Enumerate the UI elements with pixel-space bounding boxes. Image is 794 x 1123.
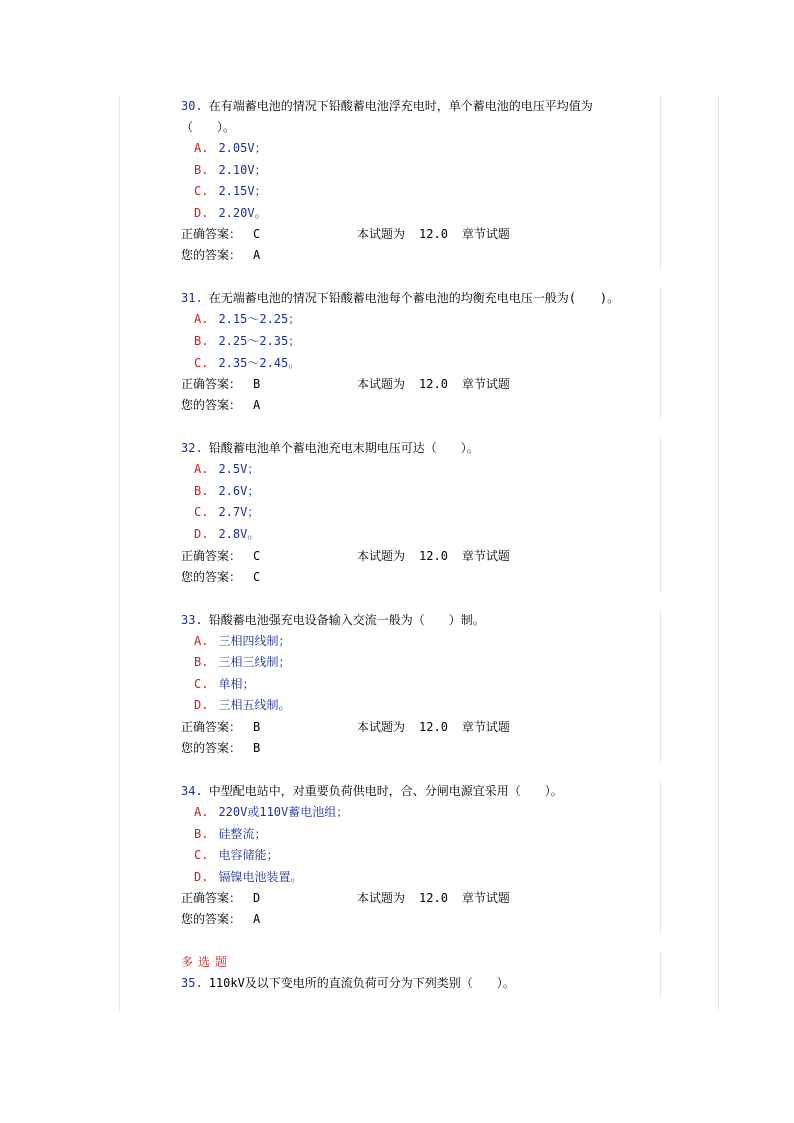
question-text-continued: （ ）。	[181, 120, 236, 134]
score-label: 本试题为	[357, 227, 406, 242]
option-text: 硅整流；	[218, 826, 267, 841]
score-label: 本试题为	[357, 548, 406, 563]
correct-answer-row	[181, 546, 661, 567]
question-stem	[181, 973, 661, 994]
option-letter: C.	[194, 355, 209, 370]
answer-option	[181, 181, 661, 203]
option-letter: B.	[194, 483, 209, 498]
correct-answer-label: 正确答案：	[181, 227, 242, 242]
question-number: 31.	[181, 291, 203, 306]
question-block	[181, 610, 661, 759]
option-text: 三相四线制；	[218, 633, 291, 648]
your-answer-row	[181, 738, 661, 759]
your-answer-value: A	[253, 912, 261, 927]
question-type: 章节试题	[461, 891, 510, 906]
score-value: 12.0	[419, 377, 448, 392]
option-letter: A.	[194, 141, 209, 155]
correct-answer-value: B	[253, 719, 261, 734]
your-answer-value: B	[253, 740, 261, 755]
your-answer-label: 您的答案：	[181, 248, 242, 263]
question-type: 章节试题	[461, 548, 510, 563]
option-text: 2.25～2.35；	[218, 333, 301, 348]
option-text: 2.20V。	[218, 205, 267, 220]
answer-option	[181, 138, 661, 160]
option-text: 2.6V；	[218, 483, 260, 498]
correct-answer-row	[181, 717, 661, 738]
your-answer-label: 您的答案：	[181, 912, 242, 927]
option-text: 2.7V；	[218, 505, 260, 520]
answer-option	[181, 459, 661, 481]
question-text: 铅酸蓄电池单个蓄电池充电末期电压可达（ ）。	[208, 441, 479, 456]
answer-option	[181, 203, 661, 225]
option-letter: C.	[194, 676, 209, 691]
option-letter: B.	[194, 162, 209, 177]
multi-choice-section	[181, 952, 661, 994]
answer-option	[181, 674, 661, 696]
correct-answer-value: C	[253, 548, 261, 563]
question-number: 30.	[181, 99, 203, 113]
answer-option	[181, 845, 661, 867]
question-block	[181, 288, 661, 416]
answer-option	[181, 309, 661, 331]
option-letter: A.	[194, 312, 209, 327]
question-block	[181, 438, 661, 587]
option-text: 2.10V；	[218, 162, 267, 177]
score-value: 12.0	[419, 227, 448, 242]
your-answer-value: A	[253, 398, 261, 413]
score-value: 12.0	[419, 548, 448, 563]
page-frame-left	[119, 96, 120, 1011]
question-text: 110kV及以下变电所的直流负荷可分为下列类别（ ）。	[208, 976, 515, 991]
option-text: 2.05V；	[218, 141, 267, 155]
answer-option	[181, 331, 661, 353]
answer-option	[181, 160, 661, 182]
option-letter: D.	[194, 205, 209, 220]
your-answer-label: 您的答案：	[181, 740, 242, 755]
question-type: 章节试题	[461, 719, 510, 734]
score-label: 本试题为	[357, 377, 406, 392]
question-text: 中型配电站中，对重要负荷供电时，合、分闸电源宜采用（ ）。	[208, 783, 563, 798]
your-answer-label: 您的答案：	[181, 398, 242, 413]
your-answer-row	[181, 909, 661, 930]
answer-option	[181, 631, 661, 653]
correct-answer-label: 正确答案：	[181, 891, 242, 906]
your-answer-row	[181, 567, 661, 588]
answer-option	[181, 824, 661, 846]
answer-option	[181, 502, 661, 524]
option-text: 单相；	[218, 676, 255, 691]
question-stem	[181, 96, 661, 117]
question-stem	[181, 610, 661, 631]
option-letter: D.	[194, 869, 209, 884]
question-number: 32.	[181, 441, 203, 456]
answer-option	[181, 867, 661, 889]
question-text: 在有端蓄电池的情况下铅酸蓄电池浮充电时，单个蓄电池的电压平均值为	[208, 99, 593, 113]
your-answer-row	[181, 245, 661, 266]
answer-option	[181, 481, 661, 503]
option-letter: B.	[194, 655, 209, 670]
question-number: 34.	[181, 783, 203, 798]
question-type: 章节试题	[461, 377, 510, 392]
question-number: 33.	[181, 612, 203, 627]
option-text: 2.15～2.25；	[218, 312, 301, 327]
question-block	[181, 96, 661, 266]
question-stem	[181, 438, 661, 459]
question-list	[181, 96, 661, 1016]
question-stem	[181, 781, 661, 802]
section-title: 多选题	[181, 955, 233, 970]
answer-option	[181, 802, 661, 824]
correct-answer-row	[181, 374, 661, 395]
correct-answer-row	[181, 224, 661, 245]
option-text: 2.35～2.45。	[218, 355, 301, 370]
question-number: 35.	[181, 976, 203, 991]
option-text: 2.15V；	[218, 184, 267, 199]
your-answer-value: A	[253, 248, 261, 263]
question-stem	[181, 288, 661, 309]
option-letter: C.	[194, 505, 209, 520]
correct-answer-value: C	[253, 227, 261, 242]
option-letter: B.	[194, 333, 209, 348]
score-value: 12.0	[419, 719, 448, 734]
correct-answer-row	[181, 888, 661, 909]
option-text: 三相五线制。	[218, 698, 291, 713]
option-letter: A.	[194, 804, 209, 819]
option-letter: B.	[194, 826, 209, 841]
page-frame-right	[718, 96, 719, 1011]
score-label: 本试题为	[357, 891, 406, 906]
correct-answer-label: 正确答案：	[181, 377, 242, 392]
option-letter: D.	[194, 526, 209, 541]
question-text: 铅酸蓄电池强充电设备输入交流一般为（ ）制。	[208, 612, 485, 627]
option-text: 三相三线制；	[218, 655, 291, 670]
question-block	[181, 781, 661, 930]
option-letter: C.	[194, 848, 209, 863]
question-type: 章节试题	[461, 227, 510, 242]
correct-answer-value: D	[253, 891, 261, 906]
option-text: 电容储能；	[218, 848, 279, 863]
score-value: 12.0	[419, 891, 448, 906]
option-letter: C.	[194, 184, 209, 199]
answer-option	[181, 353, 661, 375]
question-text: 在无端蓄电池的情况下铅酸蓄电池每个蓄电池的均衡充电电压一般为( )。	[208, 291, 620, 306]
option-text: 2.5V；	[218, 462, 260, 477]
option-letter: A.	[194, 633, 209, 648]
correct-answer-label: 正确答案：	[181, 719, 242, 734]
option-letter: D.	[194, 698, 209, 713]
correct-answer-value: B	[253, 377, 261, 392]
your-answer-label: 您的答案：	[181, 569, 242, 584]
option-text: 2.8V。	[218, 526, 260, 541]
answer-option	[181, 652, 661, 674]
score-label: 本试题为	[357, 719, 406, 734]
your-answer-value: C	[253, 569, 261, 584]
your-answer-row	[181, 395, 661, 416]
correct-answer-label: 正确答案：	[181, 548, 242, 563]
option-text: 220V或110V蓄电池组；	[218, 804, 349, 819]
answer-option	[181, 524, 661, 546]
option-text: 镉镍电池装置。	[218, 869, 303, 884]
answer-option	[181, 695, 661, 717]
option-letter: A.	[194, 462, 209, 477]
